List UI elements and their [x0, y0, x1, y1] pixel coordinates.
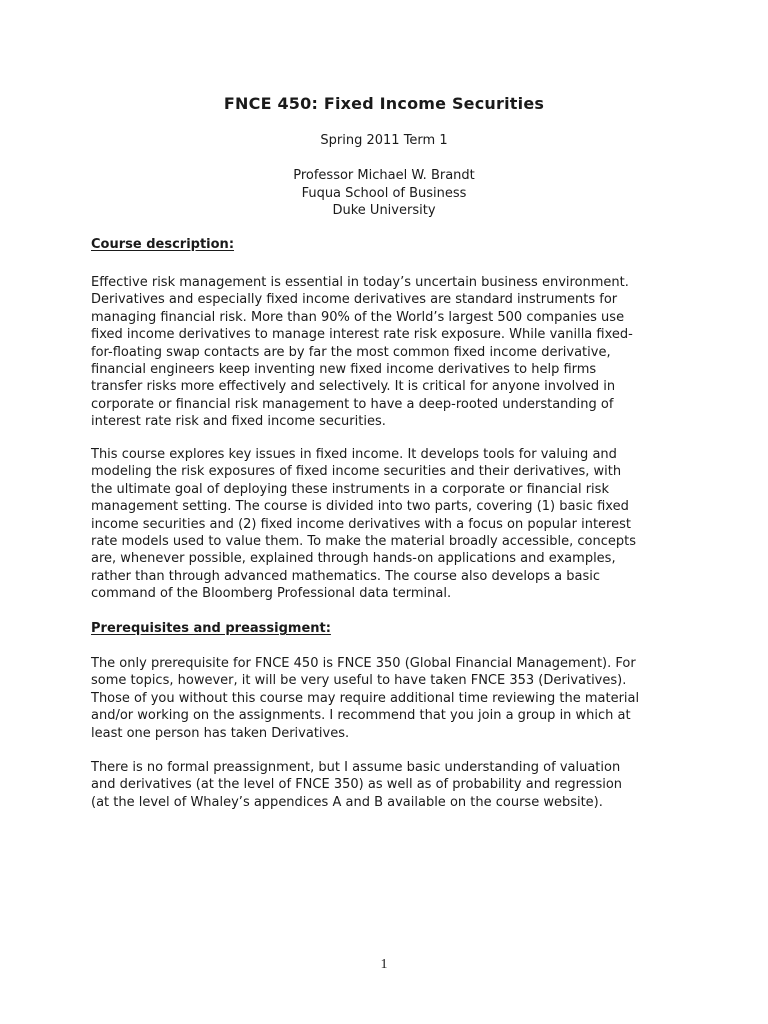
text-line: are, whenever possible, explained through hands-on applications and examples, — [91, 551, 616, 567]
text-line: Effective risk management is essential in today’s uncertain business environment. — [91, 275, 629, 290]
text-line: interest rate risk and fixed income securities. — [91, 414, 386, 430]
text-line: modeling the risk exposures of fixed income securities and their derivatives, with — [91, 464, 622, 480]
text-line: This course explores key issues in fixed income. It develops tools for valuing and — [91, 447, 617, 462]
text-line: rate models used to value them. To make the material broadly accessible, concepts — [91, 534, 636, 550]
text-line: for-floating swap contacts are by far the most common fixed income derivative, — [91, 344, 611, 360]
text-line: financial engineers keep inventing new fixed income derivatives to help firms — [91, 362, 597, 378]
text-line: The only prerequisite for FNCE 450 is FNCE 350 (Global Financial Management). For — [91, 656, 636, 671]
text-line: (at the level of Whaley’s appendices A and B available on the course website). — [91, 794, 603, 810]
text-line: transfer risks more effectively and selectively. It is critical for anyone involved in — [91, 379, 616, 395]
professor-name: Professor Michael W. Brandt — [293, 168, 475, 183]
prerequisites-paragraph-1 — [91, 655, 691, 742]
instructor-block — [0, 167, 768, 220]
school-name: Fuqua School of Business — [301, 185, 467, 201]
course-description-heading: Course description: — [91, 237, 235, 252]
text-line: fixed income derivatives to manage interest rate risk exposure. While vanilla fixed- — [91, 327, 633, 343]
text-line: income securities and (2) fixed income derivatives with a focus on popular interest — [91, 516, 631, 532]
text-line: and derivatives (at the level of FNCE 350) as well as of probability and regression — [91, 777, 623, 793]
text-line: Derivatives and especially fixed income derivatives are standard instruments for — [91, 292, 618, 308]
course-title: FNCE 450: Fixed Income Securities — [223, 94, 545, 113]
text-line: corporate or financial risk management to have a deep-rooted understanding of — [91, 396, 614, 412]
text-line: There is no formal preassignment, but I assume basic understanding of valuation — [91, 760, 621, 775]
text-line: least one person has taken Derivatives. — [91, 725, 350, 741]
text-line: management setting. The course is divided into two parts, covering (1) basic fixed — [91, 499, 629, 515]
text-line: and/or working on the assignments. I recommend that you join a group in which at — [91, 708, 631, 724]
text-line: managing financial risk. More than 90% of the World’s largest 500 companies use — [91, 309, 625, 325]
course-term: Spring 2011 Term 1 — [320, 133, 448, 148]
page-number: 1 — [380, 957, 388, 972]
text-line: Those of you without this course may require additional time reviewing the material — [91, 690, 640, 706]
text-line: some topics, however, it will be very useful to have taken FNCE 353 (Derivatives). — [91, 673, 627, 689]
course-description-paragraph-1 — [91, 274, 691, 431]
text-line: the ultimate goal of deploying these instruments in a corporate or financial risk — [91, 481, 609, 497]
prerequisites-paragraph-2 — [91, 759, 691, 811]
text-line: rather than through advanced mathematics. The course also develops a basic — [91, 568, 600, 584]
course-description-paragraph-2 — [91, 446, 691, 603]
text-line: command of the Bloomberg Professional data terminal. — [91, 586, 452, 602]
prerequisites-heading: Prerequisites and preassigment: — [91, 621, 331, 636]
university-name: Duke University — [332, 203, 436, 218]
